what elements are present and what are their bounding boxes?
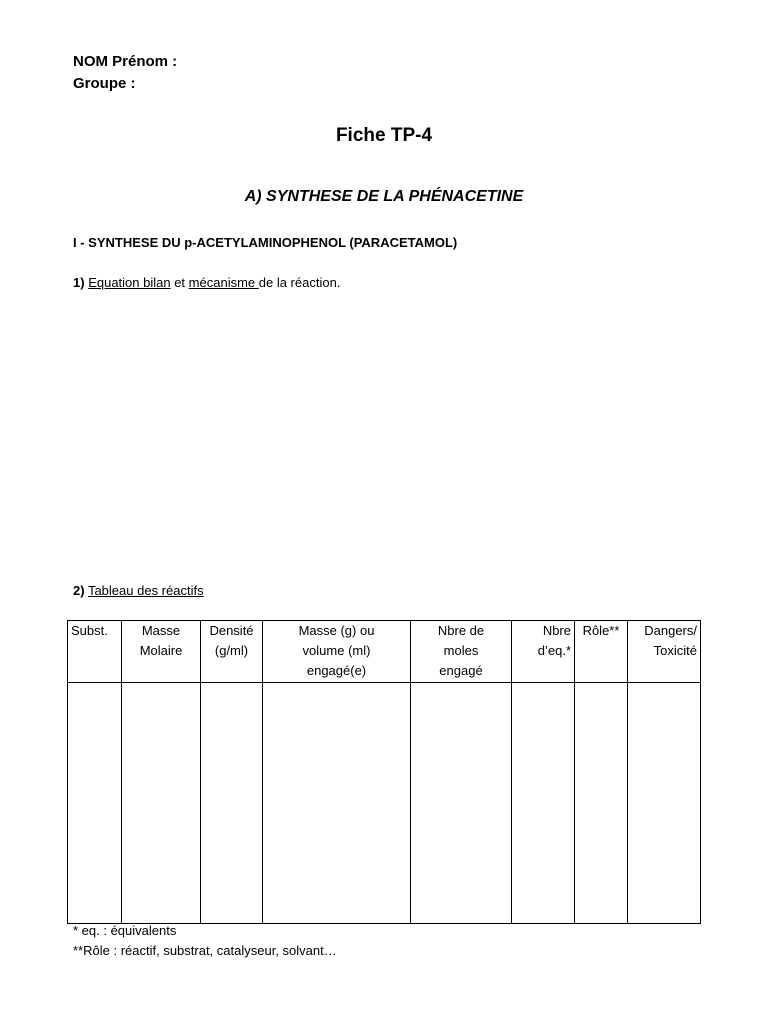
header-cell-dangers: Dangers/ Toxicité: [628, 621, 701, 683]
cell-masse-molaire[interactable]: [122, 683, 201, 924]
footnote-eq: * eq. : équivalents: [73, 923, 177, 938]
question-1-mecanisme: mécanisme: [188, 275, 259, 290]
cell-nbre-eq[interactable]: [512, 683, 575, 924]
cell-dangers[interactable]: [628, 683, 701, 924]
header-cell-role: Rôle**: [575, 621, 628, 683]
question-1-equation-bilan: Equation bilan: [88, 275, 171, 290]
question-1: [73, 274, 340, 292]
header-cell-densite: Densité (g/ml): [201, 621, 263, 683]
question-2: [73, 582, 204, 600]
question-2-label: Tableau des réactifs: [87, 583, 204, 598]
section-1-title: I - SYNTHESE DU p-ACETYLAMINOPHENOL (PARACETAMOL): [73, 235, 458, 250]
header-cell-masse-molaire: Masse Molaire: [122, 621, 201, 683]
group-label: Groupe :: [73, 75, 136, 92]
footnote-role: **Rôle : réactif, substrat, catalyseur, solvant…: [73, 943, 337, 958]
table-header-row: [68, 621, 701, 683]
question-1-connector: et: [170, 275, 189, 290]
section-a-title: A) SYNTHESE DE LA PHÉNACETINE: [244, 188, 524, 205]
question-1-rest: de la réaction.: [258, 275, 341, 290]
header-cell-masse-volume: Masse (g) ou volume (ml) engagé(e): [263, 621, 411, 683]
cell-role[interactable]: [575, 683, 628, 924]
table-row: [68, 683, 701, 924]
cell-subst[interactable]: [68, 683, 122, 924]
name-label: NOM Prénom :: [73, 53, 178, 70]
page-title: Fiche TP-4: [335, 125, 433, 146]
cell-densite[interactable]: [201, 683, 263, 924]
header-cell-nbre-eq: Nbre d’eq.*: [512, 621, 575, 683]
question-1-number: 1): [73, 275, 85, 290]
cell-nbre-moles[interactable]: [411, 683, 512, 924]
header-cell-nbre-moles: Nbre de moles engagé: [411, 621, 512, 683]
header-cell-subst: Subst.: [68, 621, 122, 683]
reactifs-table: [67, 620, 701, 924]
question-2-number: 2): [73, 583, 85, 598]
cell-masse-volume[interactable]: [263, 683, 411, 924]
